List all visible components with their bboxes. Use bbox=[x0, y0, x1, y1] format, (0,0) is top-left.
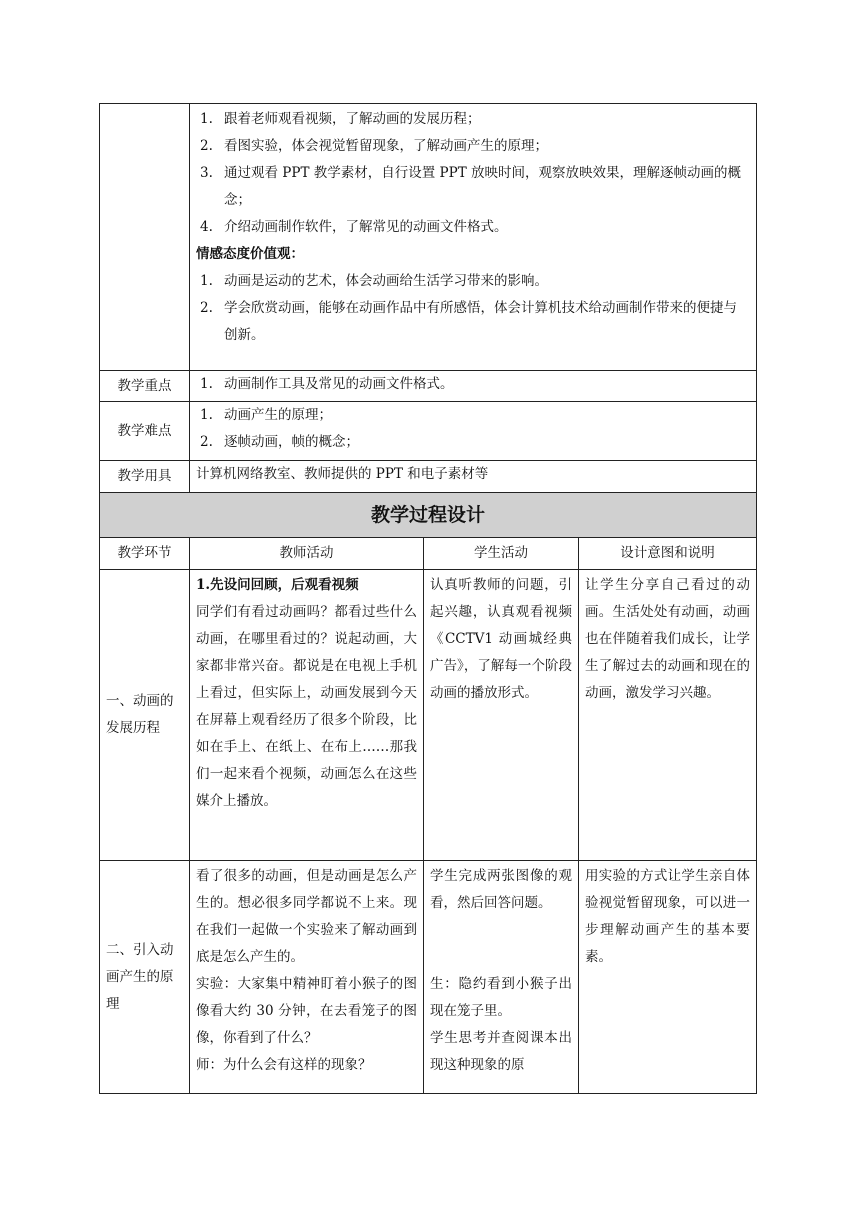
teacher-activity-cell: 看了很多的动画，但是动画是怎么产生的。想必很多同学都说不上来。现在我们一起做一个实验来了解动画到底是怎么产生的。 实验：大家集中精神盯着小猴子的图像看大约 30 分钟，在去看笼子的图像，你看到了什么？ 师：为什么会有这样的现象？ bbox=[190, 861, 424, 1094]
difficulties-label: 教学难点 bbox=[100, 402, 190, 461]
key-points-row bbox=[100, 371, 757, 402]
difficulties-row bbox=[100, 402, 757, 461]
teacher-activity-cell bbox=[190, 570, 424, 861]
lesson-plan-table bbox=[99, 103, 757, 1094]
col-header-intent: 设计意图和说明 bbox=[579, 538, 757, 570]
list-item: 1. 跟着老师观看视频，了解动画的发展历程； bbox=[200, 111, 481, 127]
teacher-activity-heading: 1.先设问回顾，后观看视频 bbox=[196, 577, 359, 593]
stage-cell: 一、动画的发展历程 bbox=[100, 570, 190, 861]
list-item: 2. 看图实验，体会视觉暂留现象，了解动画产生的原理； bbox=[200, 138, 548, 154]
process-header-row bbox=[100, 538, 757, 570]
student-activity-cell: 学生完成两张图像的观看，然后回答问题。 生：隐约看到小猴子出现在笼子里。 学生思考并查阅课本出现这种现象的原 bbox=[424, 861, 579, 1094]
list-item: 4. 介绍动画制作软件，了解常见的动画文件格式。 bbox=[200, 219, 508, 235]
objectives-row bbox=[100, 104, 757, 371]
intent-cell: 让学生分享自己看过的动画。生活处处有动画，动画也在伴随着我们成长，让学生了解过去的动画和现在的动画，激发学习兴趣。 bbox=[579, 570, 757, 861]
objectives-label-cell bbox=[100, 104, 190, 371]
tools-label: 教学用具 bbox=[100, 461, 190, 493]
difficulties-cell bbox=[190, 402, 757, 461]
teacher-activity-text: 同学们有看过动画吗？都看过些什么动画，在哪里看过的？说起动画，大家都非常兴奋。都说是在电视上手机上看过，但实际上，动画发展到今天在屏幕上观看经历了很多个阶段，比如在手上、在纸上、在布上……那我们一起来看个视频，动画怎么在这些媒介上播放。 bbox=[196, 604, 417, 809]
list-item: 3. 通过观看 PPT 教学素材，自行设置 PPT 放映时间，观察放映效果，理解逐帧动画的概念； bbox=[200, 165, 742, 208]
list-item: 1. 动画产生的原理； bbox=[200, 407, 332, 423]
table-row bbox=[100, 570, 757, 861]
process-banner-row bbox=[100, 493, 757, 538]
col-header-stage: 教学环节 bbox=[100, 538, 190, 570]
table-row bbox=[100, 861, 757, 1094]
key-points-label: 教学重点 bbox=[100, 371, 190, 402]
attitude-list bbox=[196, 268, 750, 349]
list-item: 1. 动画制作工具及常见的动画文件格式。 bbox=[200, 376, 454, 392]
key-points-cell bbox=[190, 371, 757, 402]
student-activity-cell: 认真听教师的问题，引起兴趣，认真观看视频《CCTV1 动画城经典广告》，了解每一个阶段动画的播放形式。 bbox=[424, 570, 579, 861]
col-header-student: 学生活动 bbox=[424, 538, 579, 570]
objectives-list bbox=[196, 106, 750, 241]
col-header-teacher: 教师活动 bbox=[190, 538, 424, 570]
list-item: 2. 学会欣赏动画，能够在动画作品中有所感悟，体会计算机技术给动画制作带来的便捷与创新。 bbox=[200, 300, 737, 343]
list-item: 2. 逐帧动画，帧的概念； bbox=[200, 434, 359, 450]
process-title: 教学过程设计 bbox=[100, 493, 757, 538]
tools-row bbox=[100, 461, 757, 493]
tools-cell: 计算机网络教室、教师提供的 PPT 和电子素材等 bbox=[190, 461, 757, 493]
objectives-cell bbox=[190, 104, 757, 371]
list-item: 1. 动画是运动的艺术，体会动画给生活学习带来的影响。 bbox=[200, 273, 548, 289]
stage-cell: 二、引入动画产生的原理 bbox=[100, 861, 190, 1094]
attitude-heading: 情感态度价值观： bbox=[196, 246, 304, 262]
intent-cell: 用实验的方式让学生亲自体验视觉暂留现象，可以进一步理解动画产生的基本要素。 bbox=[579, 861, 757, 1094]
